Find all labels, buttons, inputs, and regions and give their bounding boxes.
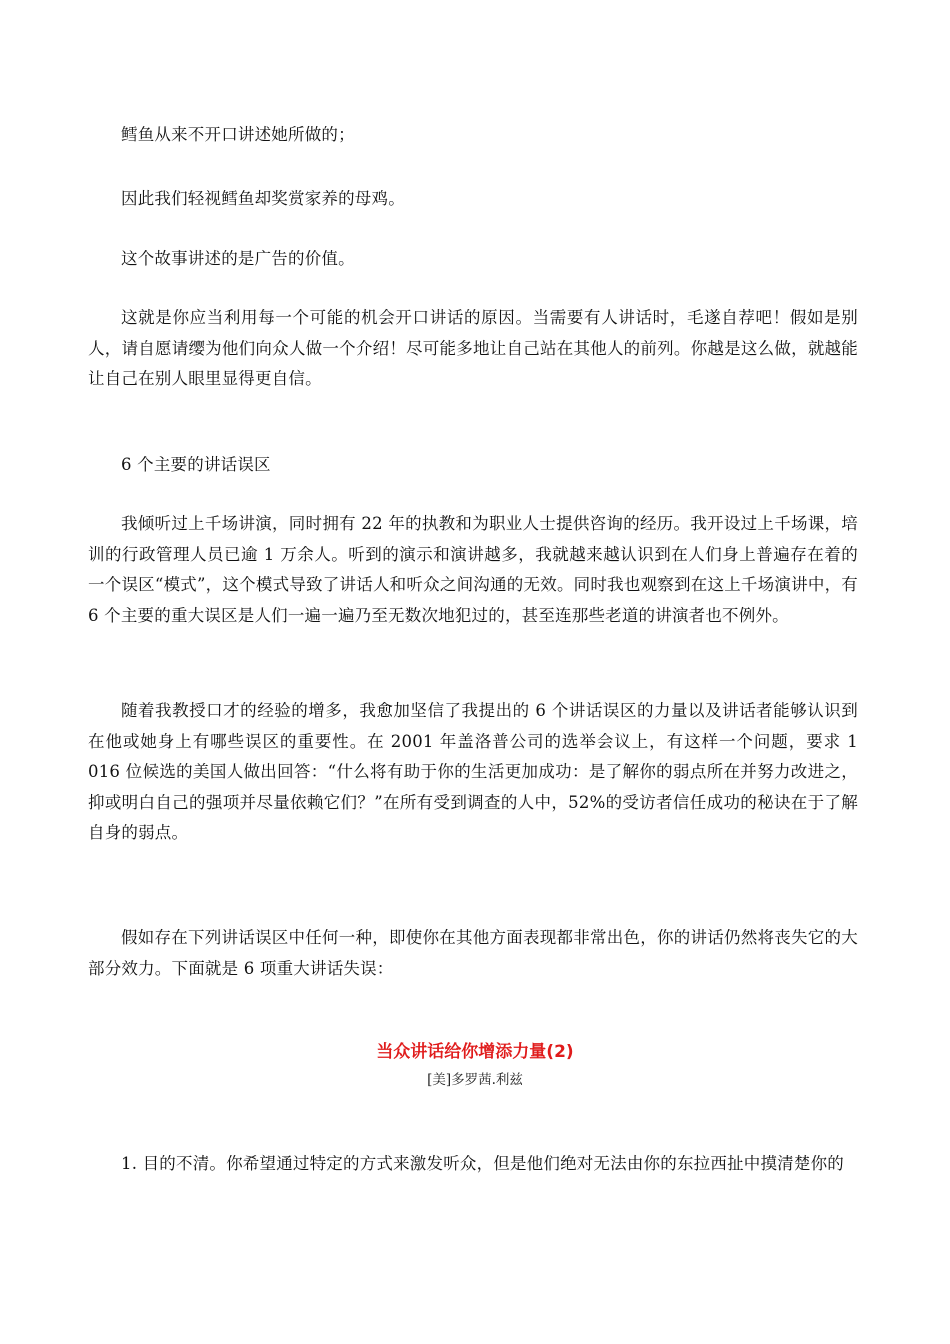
paragraph-5: 我倾听过上千场讲演，同时拥有 22 年的执教和为职业人士提供咨询的经历。我开设过上千场课，培训的行政管理人员已逾 1 万余人。听到的演示和演讲越多，我就越来越认识到在人们身上普遍存在着的一个误区“模式”，这个模式导致了讲话人和听众之间沟通的无效。同时我也观察到在这上千场演讲中，有 6 个主要的重大误区是人们一遍一遍乃至无数次地犯过的，甚至连那些老道的讲演者也不例外。 (88, 514, 858, 625)
paragraph-1: 鳕鱼从来不开口讲述她所做的； (121, 125, 355, 144)
section-heading: 6 个主要的讲话误区 (121, 455, 271, 474)
paragraph-4: 这就是你应当利用每一个可能的机会开口讲话的原因。当需要有人讲话时，毛遂自荐吧！假如是别人，请自愿请缨为他们向众人做一个介绍！尽可能多地让自己站在其他人的前列。你越是这么做，就越能让自己在别人眼里显得更自信。 (88, 308, 858, 388)
article-author: [美]多罗茜.利兹 (427, 1072, 523, 1088)
paragraph-3: 这个故事讲述的是广告的价值。 (121, 249, 355, 268)
paragraph-7: 假如存在下列讲话误区中任何一种，即使你在其他方面表现都非常出色，你的讲话仍然将丧失它的大部分效力。下面就是 6 项重大讲话失误： (88, 928, 858, 978)
paragraph-2: 因此我们轻视鳕鱼却奖赏家养的母鸡。 (121, 189, 405, 208)
article-title: 当众讲话给你增添力量(2) (376, 1042, 574, 1062)
list-item-1: 1. 目的不清。你希望通过特定的方式来激发听众，但是他们绝对无法由你的东拉西扯中摸清楚你的 (121, 1154, 844, 1173)
paragraph-6: 随着我教授口才的经验的增多，我愈加坚信了我提出的 6 个讲话误区的力量以及讲话者能够认识到在他或她身上有哪些误区的重要性。在 2001 年盖洛普公司的选举会议上，有这样一个问题，要求 1 016 位候选的美国人做出回答：“什么将有助于你的生活更加成功：是了解你的弱点所在并努力改进之，抑或明白自己的强项并尽量依赖它们？”在所有受到调查的人中，52%的受访者信任成功的秘诀在于了解自身的弱点。 (88, 701, 858, 842)
